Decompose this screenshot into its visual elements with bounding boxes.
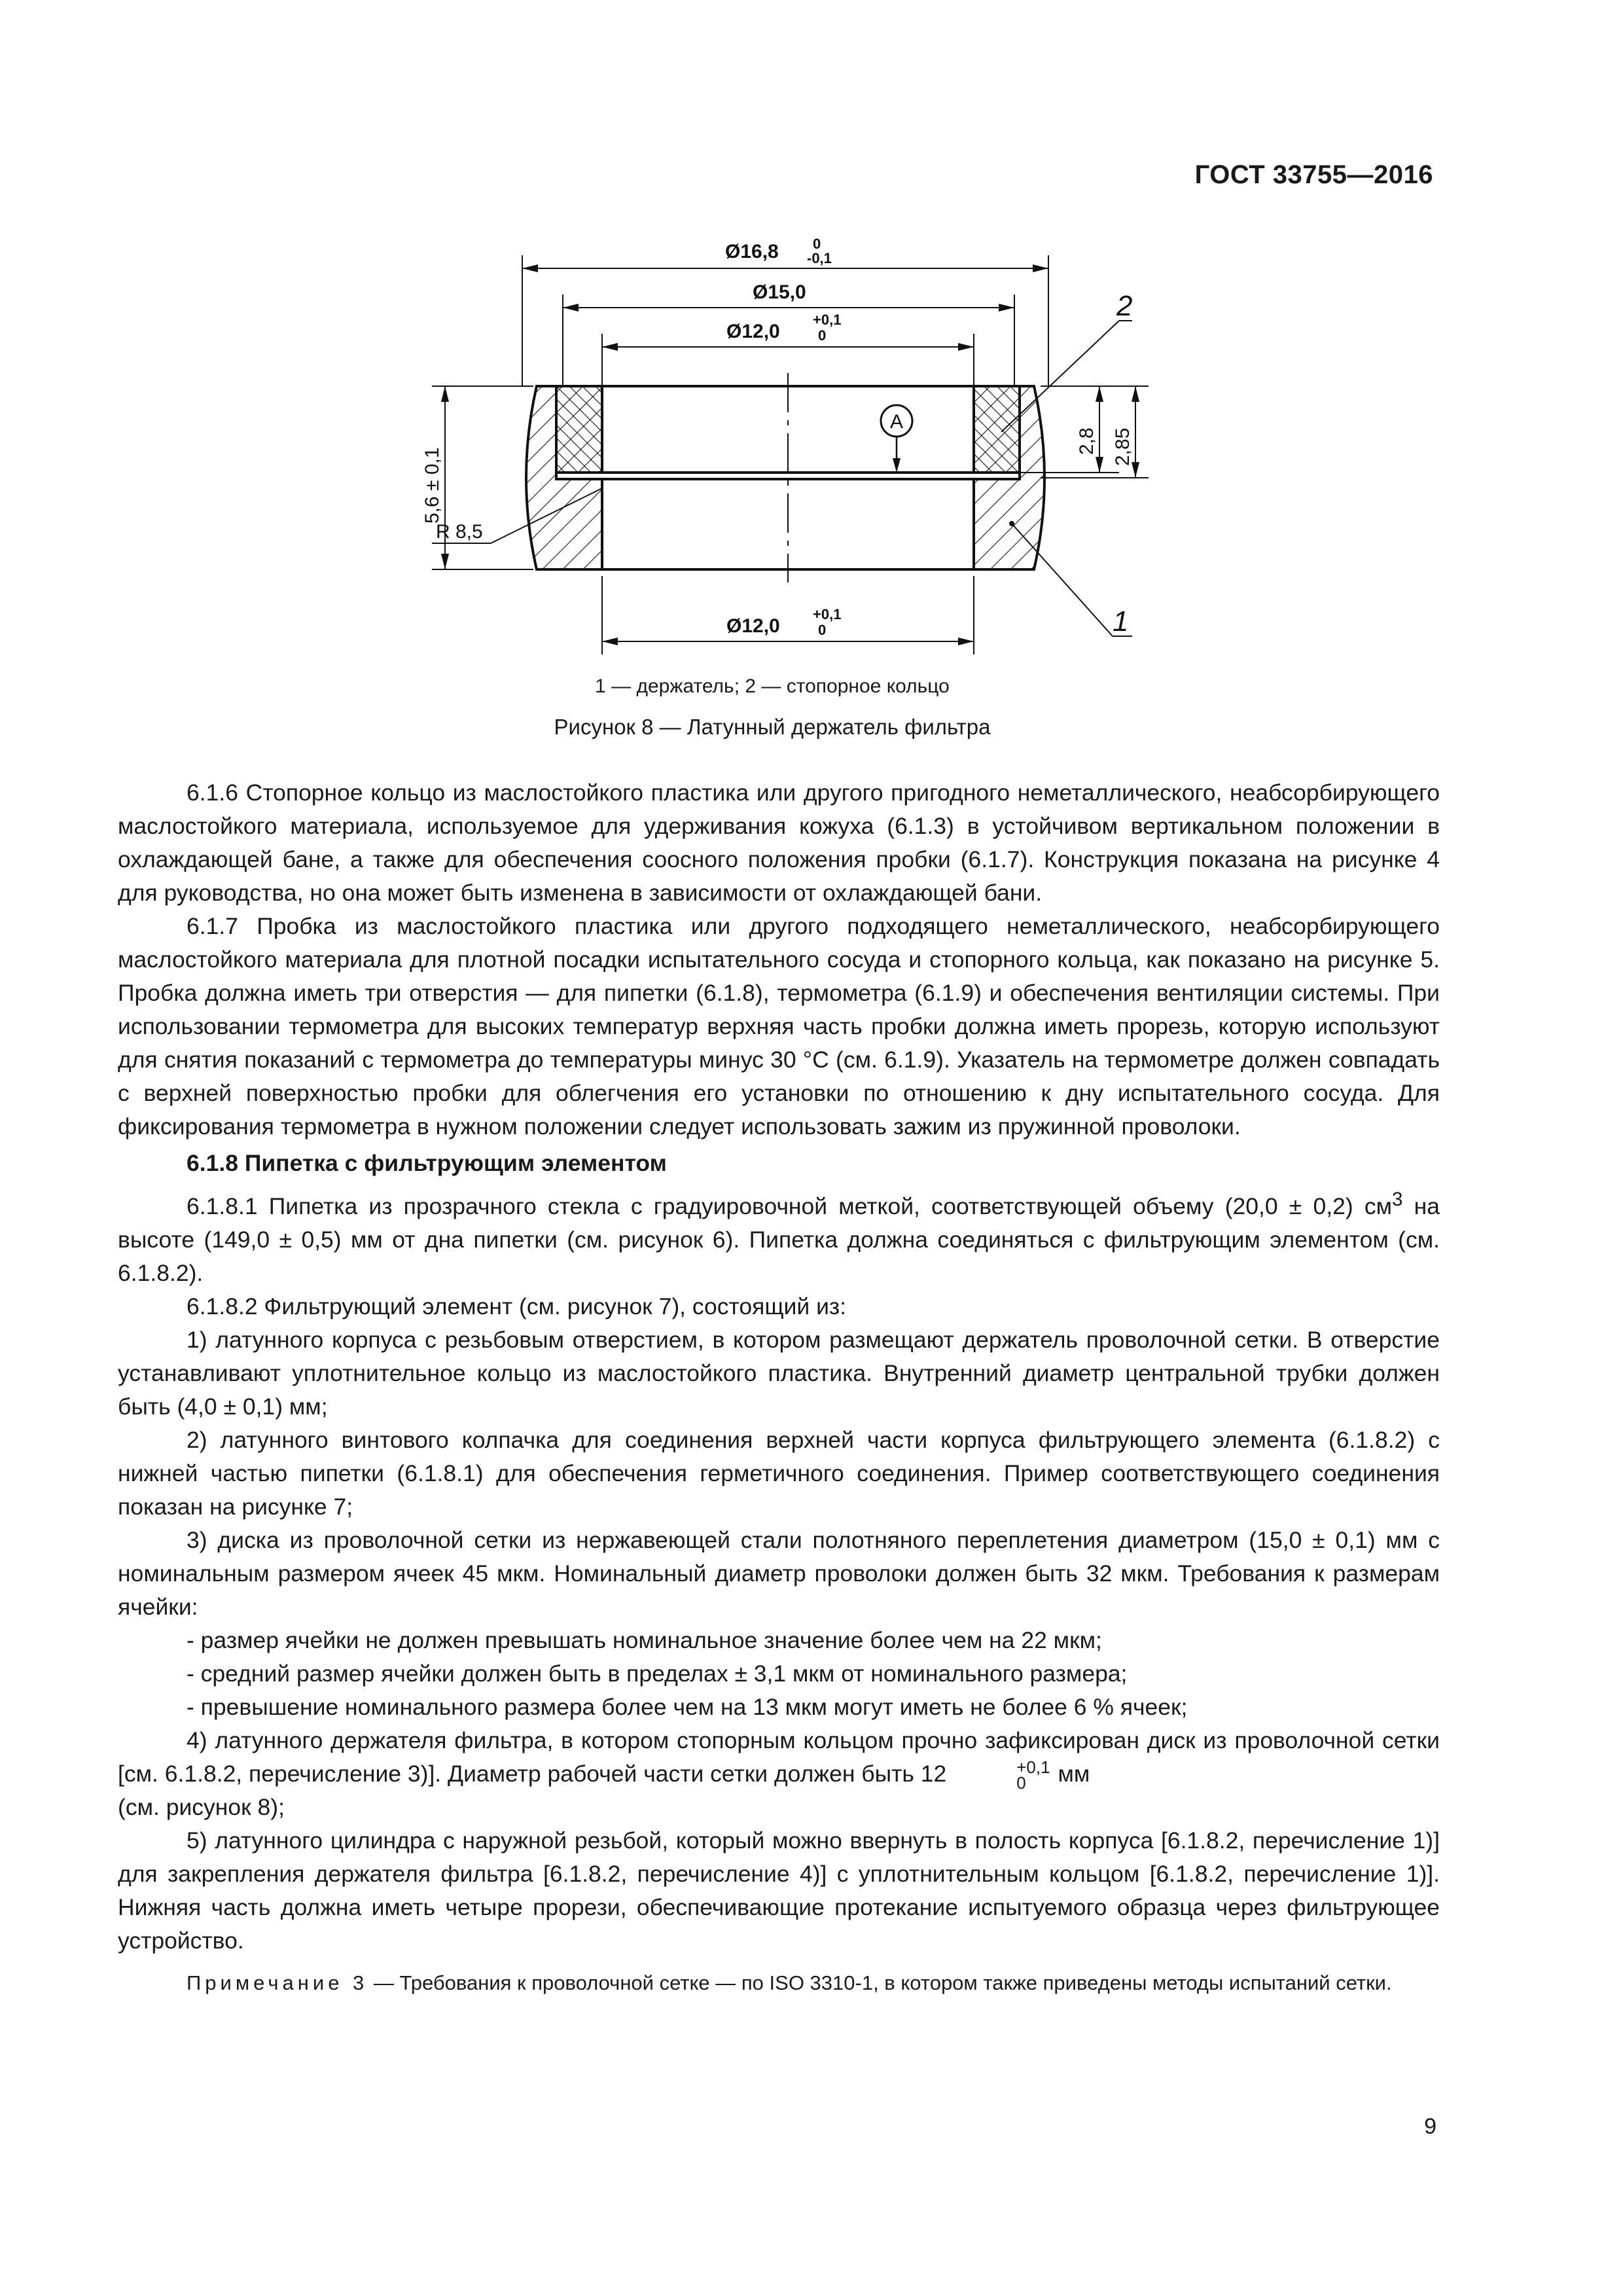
dim-outer-tol-upper: 0 — [813, 236, 821, 252]
item4-tol-lower: 0 — [1016, 1773, 1026, 1793]
dim-groove-2-85: 2,85 — [1112, 427, 1133, 466]
item4-tolerance — [948, 1759, 1050, 1791]
heading-6-1-8: 6.1.8 Пипетка с фильтрующим элементом — [187, 1150, 667, 1176]
dim-inner-diameter: Ø12,0 — [726, 321, 780, 342]
body-text — [118, 776, 1440, 1998]
figure-8-drawing — [366, 236, 1152, 694]
callout-1-leader — [1012, 524, 1113, 636]
paragraph-6-1-8-2: 6.1.8.2 Фильтрующий элемент (см. рисунок 7), состоящий из: — [187, 1293, 847, 1319]
dim-radius: R 8,5 — [436, 521, 483, 543]
document-header: ГОСТ 33755—2016 — [1194, 160, 1433, 189]
item4-part-b: мм — [1051, 1760, 1090, 1787]
item4-tol-upper: +0,1 — [1016, 1757, 1050, 1778]
dim-groove-2-8: 2,8 — [1076, 427, 1097, 455]
view-a-label: A — [889, 411, 904, 433]
filter-holder-drawing — [366, 236, 1152, 694]
retaining-ring-right — [974, 386, 1020, 473]
dim-height: 5,6 ± 0,1 — [421, 447, 443, 524]
list-item-2: 2) латунного винтового колпачка для соединения верхней части корпуса фильтрующего элемента (6.1.8.2) с нижней частью пипетки (6.1.8.1) для обеспечения герметичного соединения. Пример соответствующего соединения показан на рисунке 7; — [118, 1426, 1440, 1520]
dim-outer-diameter: Ø16,8 — [725, 241, 779, 262]
p6181-part-a: 6.1.8.1 Пипетка из прозрачного стекла с градуировочной меткой, соответствующей объему (20,0 ± 0,2) см — [187, 1193, 1392, 1219]
dash-item-2: - средний размер ячейки должен быть в пределах ± 3,1 мкм от номинального размера; — [187, 1660, 1128, 1687]
p6181-part-b: на высоте (149,0 ± 0,5) мм от дна пипетки (см. рисунок 6). Пипетка должна соединяться с фильтрующим элементом (см. 6.1.8.2). — [118, 1193, 1440, 1286]
retaining-ring-left — [556, 386, 602, 473]
figure-caption: Рисунок 8 — Латунный держатель фильтра — [554, 715, 991, 739]
dash-item-1: - размер ячейки не должен превышать номинальное значение более чем на 22 мкм; — [187, 1626, 1102, 1653]
note-text: — Требования к проволочной сетке — по ISO 3310-1, в котором также приведены методы испытаний сетки. — [368, 1971, 1392, 1995]
callout-2: 2 — [1116, 290, 1133, 322]
p6181-superscript: 3 — [1392, 1189, 1403, 1210]
paragraph-6-1-8-1 — [118, 1183, 1440, 1290]
view-a-arrowhead — [893, 458, 901, 473]
paragraph-6-1-7: 6.1.7 Пробка из маслостойкого пластика или другого подходящего неметаллического, неабсорбирующего маслостойкого материала для плотной посадки испытательного сосуда и стопорного кольца, как показано на рисунке 5. Пробка должна иметь три отверстия — для пипетки (6.1.8), термометра (6.1.9) и обеспечения вентиляции системы. При использовании термометра для высоких температур верхняя часть пробки должна иметь прорезь, которую используют для снятия показаний с термометра до температуры минус 30 °С (см. 6.1.9). Указатель на термометре должен совпадать с верхней поверхностью пробки для облегчения его установки по отношению к дну испытательного сосуда. Для фиксирования термометра в нужном положении следует использовать зажим из пружинной проволоки. — [118, 913, 1440, 1139]
callout-1-dot — [1009, 521, 1014, 526]
list-item-1: 1) латунного корпуса с резьбовым отверстием, в котором размещают держатель проволочной сетки. В отверстие устанавливают уплотнительное кольцо из маслостойкого пластика. Внутренний диаметр центральной трубки должен быть (4,0 ± 0,1) мм; — [118, 1326, 1440, 1420]
figure-legend: 1 — держатель; 2 — стопорное кольцо — [595, 675, 950, 697]
list-item-4 — [118, 1724, 1440, 1791]
item4-part-a: 4) латунного держателя фильтра, в котором стопорным кольцом прочно зафиксирован диск из проволочной сетки [см. 6.1.8.2, перечисление 3)]. Диаметр рабочей части сетки должен быть 12 — [118, 1727, 1440, 1787]
note-label: Примечание 3 — [187, 1971, 368, 1995]
dim-inner-tol-upper: +0,1 — [813, 312, 842, 328]
callout-2-leader — [1001, 321, 1119, 432]
dash-item-3: - превышение номинального размера более чем на 13 мкм могут иметь не более 6 % ячеек; — [187, 1693, 1188, 1720]
mesh-disk — [556, 473, 1020, 479]
dim-bottom-tol-lower: 0 — [818, 622, 827, 638]
list-item-5: 5) латунного цилиндра с наружной резьбой, который можно ввернуть в полость корпуса [6.1.8.2, перечисление 1)] для закрепления держателя фильтра [6.1.8.2, перечисление 4)] с уплотнительным кольцом [6.1.8.2, перечисление 1)]. Нижняя часть должна иметь четыре прорези, обеспечивающие протекание испытуемого образца через фильтрующее устройство. — [118, 1827, 1440, 1954]
list-item-4-continued: (см. рисунок 8); — [118, 1794, 285, 1821]
paragraph-6-1-6: 6.1.6 Стопорное кольцо из маслостойкого пластика или другого пригодного неметаллического, неабсорбирующего маслостойкого материала, используемое для удерживания кожуха (6.1.3) в устойчивом вертикальном положении в охлаждающей бане, а также для обеспечения соосного положения пробки (6.1.7). Конструкция показана на рисунке 4 для руководства, но она может быть изменена в зависимости от охлаждающей бани. — [118, 780, 1440, 906]
dim-mid-diameter: Ø15,0 — [753, 281, 806, 303]
dim-bottom-tol-upper: +0,1 — [813, 606, 842, 622]
dim-inner-tol-lower: 0 — [818, 327, 827, 344]
list-item-3: 3) диска из проволочной сетки из нержавеющей стали полотняного переплетения диаметром (15,0 ± 0,1) мм с номинальным размером ячеек 45 мкм. Номинальный диаметр проволоки должен быть 32 мкм. Требования к размерам ячейки: — [118, 1526, 1440, 1620]
page-number: 9 — [1424, 2114, 1436, 2139]
dim-outer-tol-lower: -0,1 — [807, 250, 832, 266]
dim-bottom-diameter: Ø12,0 — [726, 615, 780, 637]
callout-1: 1 — [1113, 605, 1129, 637]
note-3 — [118, 1968, 1440, 1998]
